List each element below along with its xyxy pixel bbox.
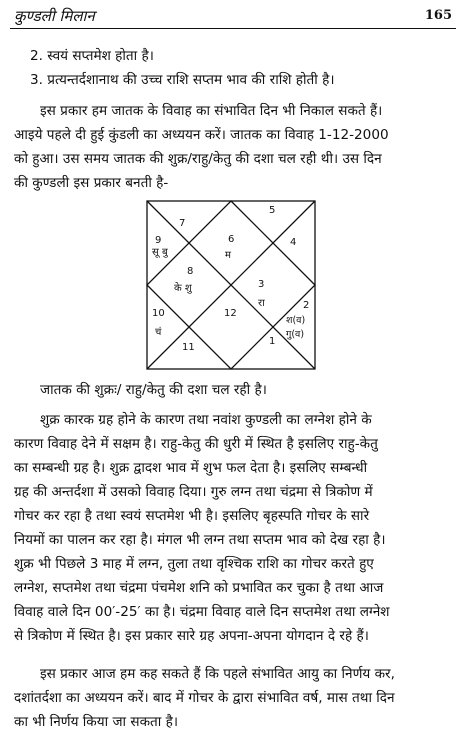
chart-caption: जातक की शुक्रः/ राहु/केतु की दशा चल रही है। (40, 382, 267, 398)
text-line: गोचर कर रहा है तथा स्वयं सप्तमेश भी है। इसलिए बृहस्पति गोचर के सारे (14, 508, 370, 524)
paragraph-conclusion (14, 662, 450, 734)
house-number: 3 (258, 279, 265, 290)
paragraph-intro (14, 99, 450, 195)
text-line: की कुण्डली इस प्रकार बनती है- (14, 175, 169, 191)
chart-caption-block (14, 378, 450, 402)
planet-label: चं (155, 327, 162, 338)
house-number: 4 (290, 237, 297, 248)
numbered-list (30, 44, 460, 92)
planet-label: रा (258, 298, 265, 309)
planet-label: सू बु (152, 247, 168, 258)
text-line: का भी निर्णय किया जा सकता है। (14, 714, 178, 730)
paragraph-analysis (14, 408, 450, 648)
house-number: 10 (152, 308, 165, 319)
house-number: 1 (269, 336, 276, 347)
text-line: शुक्र कारक ग्रह होने के कारण तथा नवांश कुण्डली का लग्नेश होने के (40, 412, 372, 428)
text-line: नियमों का पालन कर रहा है। मंगल भी लग्न तथा सप्तम भाव को देख रहा है। (14, 532, 386, 548)
house-number: 9 (155, 235, 162, 246)
text-line: शुक्र भी पिछले 3 माह में लग्न, तुला तथा वृश्चिक राशि का गोचर करते हुए (14, 556, 374, 572)
text-line: ग्रह की अन्तर्दशा में उसको विवाह दिया। गुरु लग्न तथा चंद्रमा से त्रिकोण में (14, 484, 373, 500)
house-number: 2 (303, 300, 310, 311)
text-line: कारण विवाह देने में सक्षम है। राहु-केतु की धुरी में स्थित है इसलिए राहु-केतु (14, 436, 378, 452)
text-line: दशांतर्दशा का अध्ययन करें। बाद में गोचर के द्वारा संभावित वर्ष, मास तथा दिन (14, 690, 395, 706)
house-number: 7 (179, 218, 186, 229)
header-rule (10, 28, 456, 29)
text-line: से त्रिकोण में स्थित है। इस प्रकार सारे ग्रह अपना-अपना योगदान दे रहे हैं। (14, 628, 369, 644)
text-line: इस प्रकार हम जातक के विवाह का संभावित दिन भी निकाल सकते हैं। (40, 103, 383, 119)
text-line: को हुआ। उस समय जातक की शुक्र/राहु/केतु की दशा चल रही थी। उस दिन (14, 151, 382, 167)
page-number: 165 (424, 8, 452, 23)
text-line: का सम्बन्धी ग्रह है। शुक्र द्वादश भाव में शुभ फल देता है। इसलिए सम्बन्धी (14, 460, 368, 476)
planet-label: गु(व) (286, 329, 305, 340)
text-line: विवाह वाले दिन 00′-25′ का है। चंद्रमा विवाह वाले दिन सप्तमेश तथा लग्नेश (14, 604, 390, 620)
kundali-chart (146, 200, 316, 370)
planet-label: के शु (174, 283, 192, 294)
house-number: 11 (182, 342, 195, 353)
text-line: इस प्रकार आज हम कह सकते हैं कि पहले संभावित आयु का निर्णय कर, (40, 666, 395, 682)
list-item: 3. प्रत्यन्तर्दशानाथ की उच्च राशि सप्तम भाव की राशि होती है। (30, 72, 335, 88)
house-number: 6 (228, 234, 235, 245)
text-line: आइये पहले दी हुई कुंडली का अध्ययन करें। जातक का विवाह 1-12-2000 (14, 127, 389, 143)
list-item: 2. स्वयं सप्तमेश होता है। (30, 48, 154, 64)
house-number: 12 (224, 308, 237, 319)
chapter-title: कुण्डली मिलान (14, 7, 95, 25)
planet-label: म (225, 250, 231, 261)
page-header (10, 4, 456, 28)
planet-label: श(व) (286, 315, 306, 326)
house-number: 5 (269, 205, 276, 216)
house-number: 8 (187, 266, 194, 277)
text-line: लग्नेश, सप्तमेश तथा चंद्रमा पंचमेश शनि को प्रभावित कर चुका है तथा आज (14, 580, 384, 596)
